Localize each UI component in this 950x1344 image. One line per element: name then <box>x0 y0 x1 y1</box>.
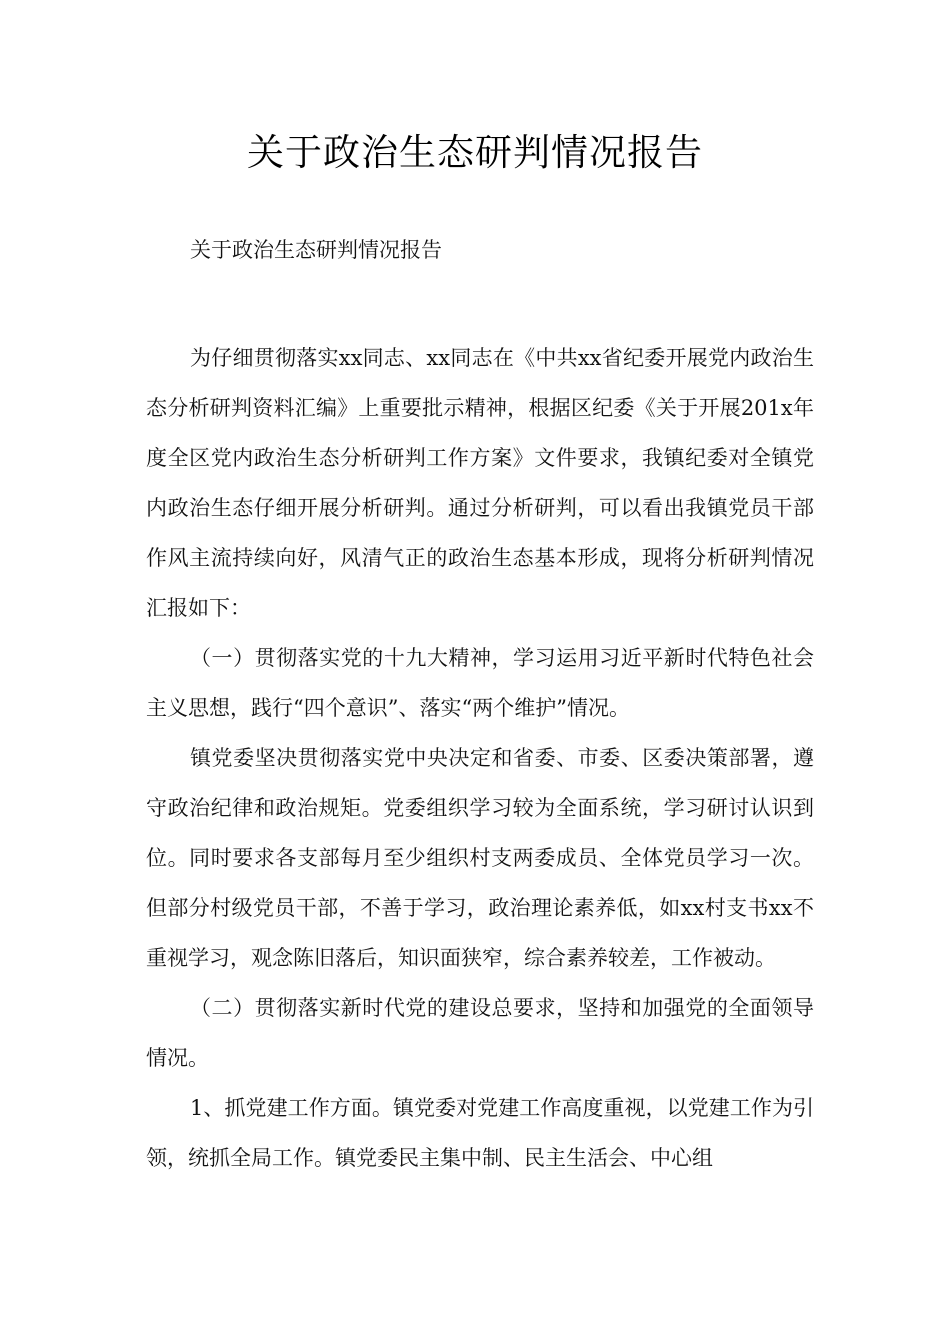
body-paragraph-section-1: 镇党委坚决贯彻落实党中央决定和省委、市委、区委决策部署，遵守政治纪律和政治规矩。党委组织学习较为全面系统，学习研讨认识到位。同时要求各支部每月至少组织村支两委成员、全体党员学习一次。但部分村级党员干部，不善于学习，政治理论素养低，如xx村支书xx不重视学习，观念陈旧落后，知识面狭窄，综合素养较差，工作被动。 <box>146 746 814 970</box>
document-title: 关于政治生态研判情况报告 <box>247 131 703 174</box>
section-heading-1: （一）贯彻落实党的十九大精神，学习运用习近平新时代特色社会主义思想，践行“四个意识”、落实“两个维护”情况。 <box>146 646 814 720</box>
body-paragraph-intro: 为仔细贯彻落实xx同志、xx同志在《中共xx省纪委开展党内政治生态分析研判资料汇编》上重要批示精神，根据区纪委《关于开展201x年度全区党内政治生态分析研判工作方案》文件要求，我镇纪委对全镇党内政治生态仔细开展分析研判。通过分析研判，可以看出我镇党员干部作风主流持续向好，风清气正的政治生态基本形成，现将分析研判情况汇报如下： <box>146 346 814 620</box>
document-subtitle: 关于政治生态研判情况报告 <box>190 238 442 262</box>
document-body <box>146 333 814 1183</box>
section-heading-2: （二）贯彻落实新时代党的建设总要求，坚持和加强党的全面领导情况。 <box>146 996 814 1070</box>
body-paragraph-party-building: 1、抓党建工作方面。镇党委对党建工作高度重视，以党建工作为引领，统抓全局工作。镇党委民主集中制、民主生活会、中心组 <box>146 1096 814 1170</box>
